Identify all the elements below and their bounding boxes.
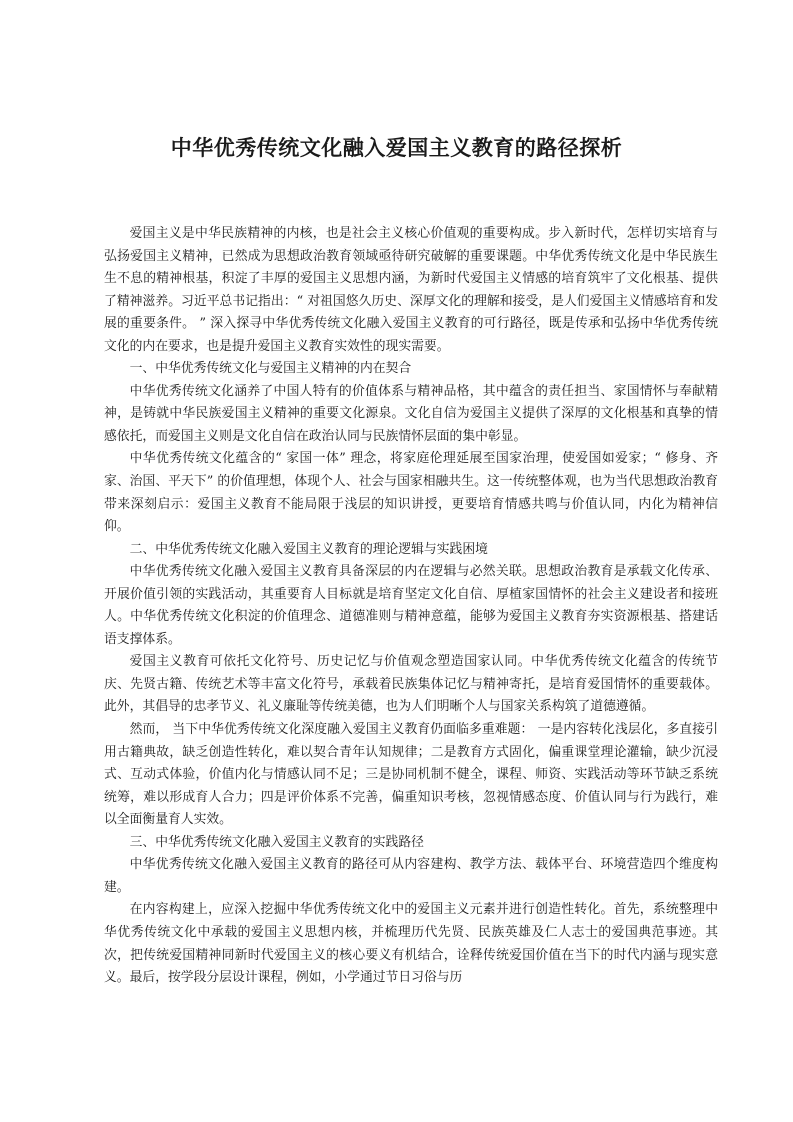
paragraph: 在内容构建上，应深入挖掘中华优秀传统文化中的爱国主义元素并进行创造性转化。首先，系统整理中华优秀传统文化中承载的爱国主义思想内核，并梳理历代先贤、民族英雄及仁人志士的爱国典范事迹。其次，把传统爱国精神同新时代爱国主义的核心要义有机结合，诠释传统爱国价值在当下的时代内涵与现实意义。最后，按学段分层设计课程，例如，小学通过节日习俗与历: [104, 902, 718, 986]
paragraph: 中华优秀传统文化涵养了中国人特有的价值体系与精神品格，其中蕴含的责任担当、家国情怀与奉献精神，是铸就中华民族爱国主义精神的重要文化源泉。文化自信为爱国主义提供了深厚的文化根基和真挚的情感依托，而爱国主义则是文化自信在政治认同与民族情怀层面的集中彰显。: [104, 383, 718, 444]
paragraph-intro: 爱国主义是中华民族精神的内核，也是社会主义核心价值观的重要构成。步入新时代，怎样切实培育与弘扬爱国主义精神，已然成为思想政治教育领域亟待研究破解的重要课题。中华优秀传统文化是中华民族生生不息的精神根基，积淀了丰厚的爱国主义思想内涵，为新时代爱国主义情感的培育筑牢了文化根基、提供了精神滋养。习近平总书记指出：“ 对祖国悠久历史、深厚文化的理解和接受，是人们爱国主义情感培育和发展的重要条件。 ” 深入探寻中华优秀传统文化融入爱国主义教育的可行路径，既是传承和弘扬中华优秀传统文化的内在要求，也是提升爱国主义教育实效性的现实需要。: [104, 226, 718, 354]
paragraph: 然而， 当下中华优秀传统文化深度融入爱国主义教育仍面临多重难题： 一是内容转化浅层化，多直接引用古籍典故，缺乏创造性转化，难以契合青年认知规律；二是教育方式固化，偏重课堂理论灌输，缺少沉浸式、互动式体验，价值内化与情感认同不足；三是协同机制不健全，课程、师资、实践活动等环节缺乏系统统筹，难以形成育人合力；四是评价体系不完善，偏重知识考核，忽视情感态度、价值认同与行为践行，难以全面衡量育人实效。: [104, 722, 718, 828]
paragraph: 中华优秀传统文化融入爱国主义教育的路径可从内容建构、教学方法、载体平台、环境营造四个维度构建。: [104, 857, 718, 895]
section-heading-2: 二、中华优秀传统文化融入爱国主义教育的理论逻辑与实践困境: [129, 541, 488, 557]
paragraph: 爱国主义教育可依托文化符号、历史记忆与价值观念塑造国家认同。中华优秀传统文化蕴含的传统节庆、先贤古籍、传统艺术等丰富文化符号，承载着民族集体记忆与精神寄托，是培育爱国情怀的重要载体。此外，其倡导的忠孝节义、礼义廉耻等传统美德，也为人们明晰个人与国家关系构筑了道德遵循。: [104, 654, 718, 715]
paragraph: 中华优秀传统文化蕴含的“ 家国一体” 理念，将家庭伦理延展至国家治理，使爱国如爱家；“ 修身、齐家、治国、平天下” 的价值理想，体现个人、社会与国家相融共生。这一传统整体观，也为当代思想政治教育带来深刻启示：爱国主义教育不能局限于浅层的知识讲授，更要培育情感共鸣与价值认同，内化为精神信仰。: [104, 451, 718, 535]
paragraph: 中华优秀传统文化融入爱国主义教育具备深层的内在逻辑与必然关联。思想政治教育是承载文化传承、开展价值引领的实践活动，其重要育人目标就是培育坚定文化自信、厚植家国情怀的社会主义建设者和接班人。中华优秀传统文化积淀的价值理念、道德准则与精神意蕴，能够为爱国主义教育夯实资源根基、搭建话语支撑体系。: [104, 564, 718, 647]
document-body: [104, 223, 718, 990]
document-title: 中华优秀传统文化融入爱国主义教育的路径探析: [170, 135, 623, 160]
section-heading-1: 一、中华优秀传统文化与爱国主义精神的内在契合: [129, 361, 412, 377]
section-heading-3: 三、中华优秀传统文化融入爱国主义教育的实践路径: [129, 834, 424, 850]
